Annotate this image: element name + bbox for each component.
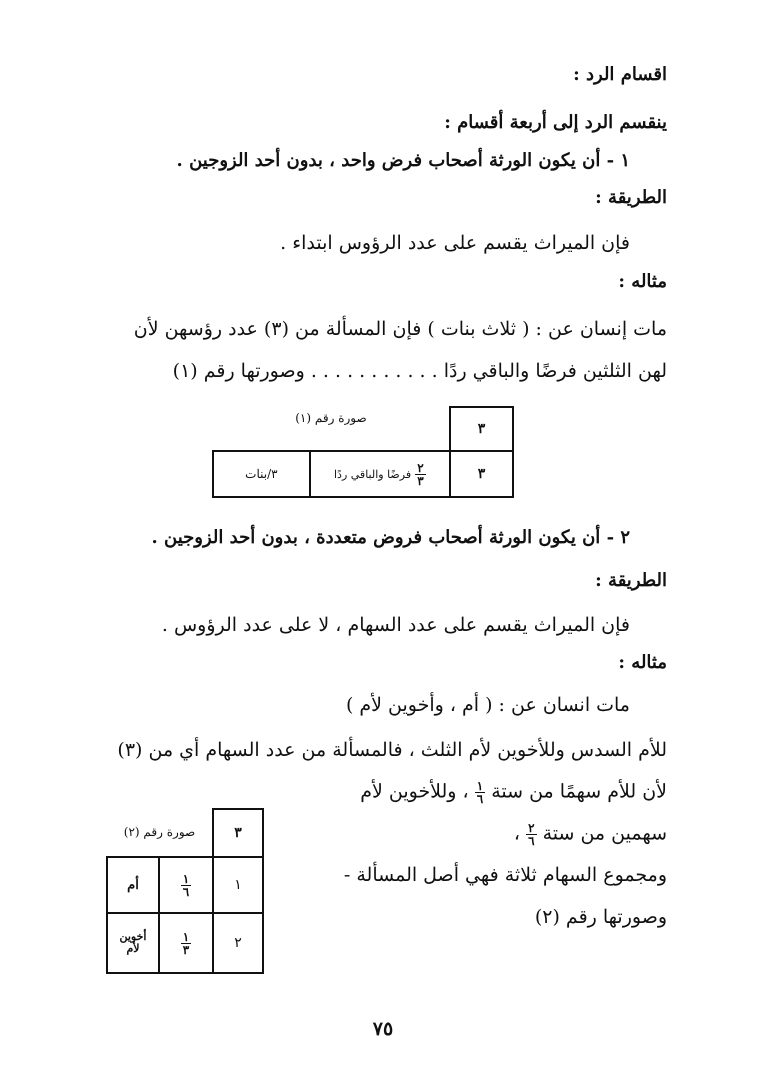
text-line: ينقسم الرد إلى أربعة أقسام : xyxy=(444,112,667,133)
inline-fraction: $\frac{١}{٦}$ xyxy=(476,779,484,806)
table2-fraction: $\frac{١}{٣}$ xyxy=(182,929,190,957)
table1-fraction: $\frac{٢}{٣}$ xyxy=(417,460,424,488)
table2-base: ٣ xyxy=(213,809,263,857)
table1-caption-text: صورة رقم (١) xyxy=(295,411,367,425)
method-label: الطريقة : xyxy=(595,187,667,208)
text-line: فإن الميراث يقسم على عدد الرؤوس ابتداء . xyxy=(280,232,630,254)
table1-base: ٣ xyxy=(450,407,513,451)
table2-fraction: $\frac{١}{٦}$ xyxy=(182,871,190,899)
table2-heir: أخوين لأم xyxy=(107,913,159,973)
text-line: سهمين من ستة $\frac{٢}{٦}$ ، xyxy=(513,821,667,848)
table2-share xyxy=(159,857,213,913)
table1-heir: ٣/بنات xyxy=(213,451,310,497)
table1-caption xyxy=(213,407,450,451)
table1-share xyxy=(310,451,450,497)
section-two-heading: ٢ - أن يكون الورثة أصحاب فروض متعددة ، بدون أحد الزوجين . xyxy=(151,527,630,548)
heading-radd-types: اقسام الرد : xyxy=(573,64,667,85)
example-label: مثاله : xyxy=(618,652,667,673)
table2-share xyxy=(159,913,213,973)
table2-heir: أم xyxy=(107,857,159,913)
table2-result: ١ xyxy=(213,857,263,913)
table1-result: ٣ xyxy=(450,451,513,497)
page-number: ٧٥ xyxy=(372,1018,394,1040)
text-line: ومجموع السهام ثلاثة فهي أصل المسألة - xyxy=(343,864,667,886)
table1-note: فرضًا والباقي ردًا xyxy=(334,467,412,481)
method-label: الطريقة : xyxy=(595,570,667,591)
diagram-table-1 xyxy=(212,406,514,498)
diagram-table-2 xyxy=(106,808,264,974)
inline-fraction: $\frac{٢}{٦}$ xyxy=(528,821,535,848)
text-line: وصورتها رقم (٢) xyxy=(534,906,667,928)
text-line: لهن الثلثين فرضًا والباقي ردًا . . . . . . . . . . . وصورتها رقم (١) xyxy=(172,360,667,382)
table2-caption xyxy=(107,809,213,857)
text-line: فإن الميراث يقسم على عدد السهام ، لا على عدد الرؤوس . xyxy=(161,614,630,636)
text-line: للأم السدس وللأخوين لأم الثلث ، فالمسألة من عدد السهام أي من (٣) xyxy=(117,739,667,761)
table2-result: ٢ xyxy=(213,913,263,973)
section-one-heading: ١ - أن يكون الورثة أصحاب فرض واحد ، بدون أحد الزوجين . xyxy=(176,150,630,171)
text-line: مات انسان عن : ( أم ، وأخوين لأم ) xyxy=(345,694,630,716)
text-line: لأن للأم سهمًا من ستة $\frac{١}{٦}$ ، وللأخوين لأم xyxy=(360,779,667,806)
text-line: مات إنسان عن : ( ثلاث بنات ) فإن المسألة من (٣) عدد رؤسهن لأن xyxy=(133,318,667,340)
example-label: مثاله : xyxy=(618,271,667,292)
table2-caption-text: صورة رقم (٢) xyxy=(123,825,196,839)
